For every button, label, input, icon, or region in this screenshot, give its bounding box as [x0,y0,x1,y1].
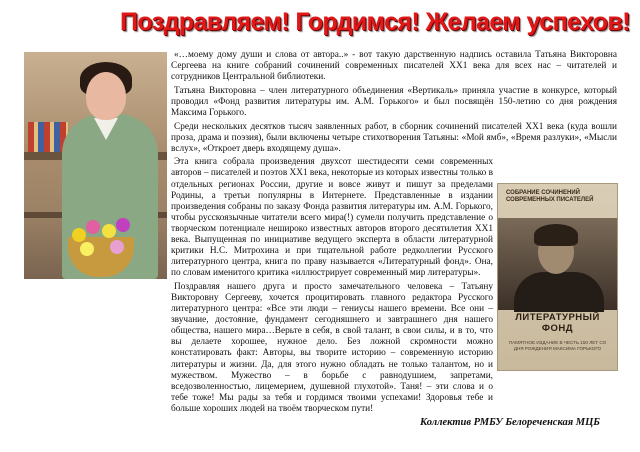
author-photo [24,52,167,279]
article-paragraph: Эта книга собрала произведения двухсот шестидесяти семи современных авторов – писателей и поэтов XX1 века, некоторые из которых известны только в отдельных регионах России, другие и вовсе живут и пишут за пределами Родины, а третьи популярны в Интернете. Представленные в издании произведения собраны по заказу Фонда развития литературы им. А.М. Горького, чтобы русскоязычные читатели всего мира(!) сумели получить представление о творческом потенциале нешироко известных авторов второго десятилетия XX1 века. Выпущенная по инициативе ведущего эксперта в области литературной критики Н.С. Митрохина и при тщательной работе редколлегии Русского литературного центра, книга по праву называется «Литературный фонд». Она, по словам именитого критика «иллюстрирует современный мир литературы». [171,157,493,279]
book-title-line1: ЛИТЕРАТУРНЫЙ [515,312,600,323]
page-title: Поздравляем! Гордимся! Желаем успехов! [120,8,630,36]
flower-icon [102,224,116,238]
flower-icon [86,220,100,234]
flower-icon [116,218,130,232]
article-paragraph: Татьяна Викторовна – член литературного объединения «Вертикаль» приняла участие в конкурсе, который проводил «Фонд развития литературы им. А.М. Горького» и был посвящён 150-летию со дня рождения Максима Горького. [171,85,617,118]
signature: Коллектив РМБУ Белореченская МЦБ [420,417,600,428]
book-subtitle: ПАМЯТНОЕ ИЗДАНИЕ В ЧЕСТЬ 150 ЛЕТ СО ДНЯ РОЖДЕНИЯ МАКСИМА ГОРЬКОГО [508,340,607,351]
article-paragraph: «…моему дому души и слова от автора..» - вот такую дарственную надпись оставила Татьяна Викторовна Сергеева на книге собраний сочинений современных писателей XX1 века для всех нас – читателей и сотрудников Центральной библиотеки. [171,50,617,83]
article-paragraph: Поздравляя нашего друга и просто замечательного человека – Татьяну Викторовну Сергееву, хочется процитировать главного редактора Русского литературного центра: «Все эти люди – гениусы нашего времени. Все они – звучание, достояние, фундамент сегодняшнего и завтрашнего дня нашего общества, нашего мира…Верьте в себя, в свой талант, в свои силы, и в то, что вы делаете хорошее, нужное дело. Без ложной скромности можно констатировать факт: Авторы, вы творите историю – современную историю литературы и жизни. Да, для этого нужно обладать не только талантом, но и мужеством. Мужество – в борьбе с равнодушием, запретами, вседозволенностью, лицемерием, душевной глухотой». Таня! – эти слова и о тебе тоже! Мы рады за тебя и гордимся твоими успехами! Здоровья тебе и больше хороших людей на твоём творческом пути! [171,281,493,414]
article-body [171,50,617,418]
face-image [86,72,126,120]
flower-icon [110,240,124,254]
flower-icon [72,228,86,242]
article-paragraph: Среди нескольких десятков тысяч заявленных работ, в сборник сочинений писателей XX1 века (куда вошли проза, драма и поэзия), были включены четыре стихотворения Татьяны: «Мой ямб», «Время разлуки», «Мысли вслух», «Откроет дверь входящему душа». [171,121,617,154]
flower-icon [80,242,94,256]
book-series-text: СОБРАНИЕ СОЧИНЕНИЙ СОВРЕМЕННЫХ ПИСАТЕЛЕЙ [506,190,594,203]
book-title-line2: ФОНД [541,323,574,334]
